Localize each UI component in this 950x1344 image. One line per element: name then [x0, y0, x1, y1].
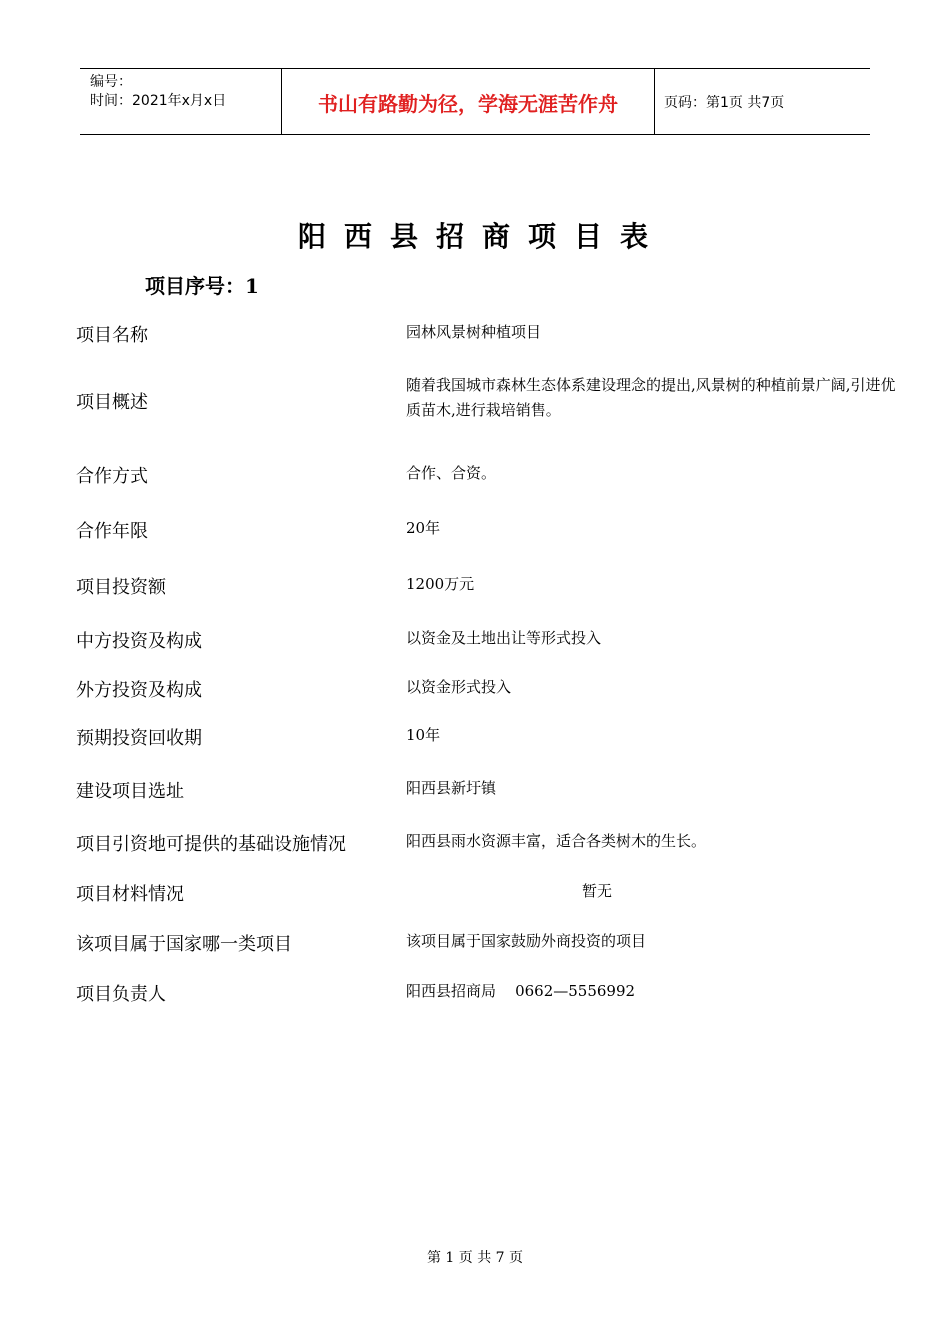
row-label-cooperation-term: 合作年限: [76, 521, 148, 542]
row-label-infrastructure: 项目引资地可提供的基础设施情况: [76, 834, 346, 855]
row-label-site: 建设项目选址: [76, 781, 184, 802]
row-label-cooperation-mode: 合作方式: [76, 466, 148, 487]
row-value-payback-period: 10年: [406, 726, 441, 744]
document-header: [80, 68, 870, 135]
row-value-investment: 1200万元: [406, 575, 475, 593]
row-label-name: 项目名称: [76, 325, 148, 346]
row-value-category: 该项目属于国家鼓励外商投资的项目: [406, 932, 647, 950]
row-value-site: 阳西县新圩镇: [406, 779, 497, 797]
time-label: 时间：2021年x月x日: [90, 93, 227, 109]
row-value-name: 园林风景树种植项目: [406, 323, 542, 341]
header-motto: 书山有路勤为径，学海无涯苦作舟: [282, 69, 655, 135]
header-page-info: 页码：第1页 共7页: [664, 95, 785, 111]
row-value-responsible: 阳西县招商局 0662—5556992: [406, 982, 636, 1000]
row-value-chinese-investment: 以资金及土地出让等形式投入: [406, 629, 602, 647]
row-value-overview: 随着我国城市森林生态体系建设理念的提出,风景树的种植前景广阔,引进优质苗木,进行栽培销售。: [406, 376, 896, 419]
row-value-cooperation-mode: 合作、合资。: [406, 464, 497, 482]
row-label-overview: 项目概述: [76, 392, 148, 413]
header-meta-cell: [80, 69, 282, 135]
row-label-chinese-investment: 中方投资及构成: [76, 631, 202, 652]
number-label: 编号：: [90, 74, 132, 90]
row-label-investment: 项目投资额: [76, 577, 166, 598]
page-footer: 第 1 页 共 7 页: [426, 1250, 524, 1266]
row-value-cooperation-term: 20年: [406, 519, 441, 537]
row-label-payback-period: 预期投资回收期: [76, 728, 202, 749]
row-label-materials: 项目材料情况: [76, 884, 184, 905]
project-serial: 项目序号：1: [145, 274, 259, 298]
row-value-materials: 暂无: [582, 882, 613, 900]
row-label-responsible: 项目负责人: [76, 984, 166, 1005]
row-label-foreign-investment: 外方投资及构成: [76, 680, 202, 701]
row-value-infrastructure: 阳西县雨水资源丰富，适合各类树木的生长。: [406, 832, 707, 850]
row-value-foreign-investment: 以资金形式投入: [406, 678, 512, 696]
document-title: 阳西县招商项目表: [297, 220, 666, 253]
row-label-category: 该项目属于国家哪一类项目: [76, 934, 292, 955]
